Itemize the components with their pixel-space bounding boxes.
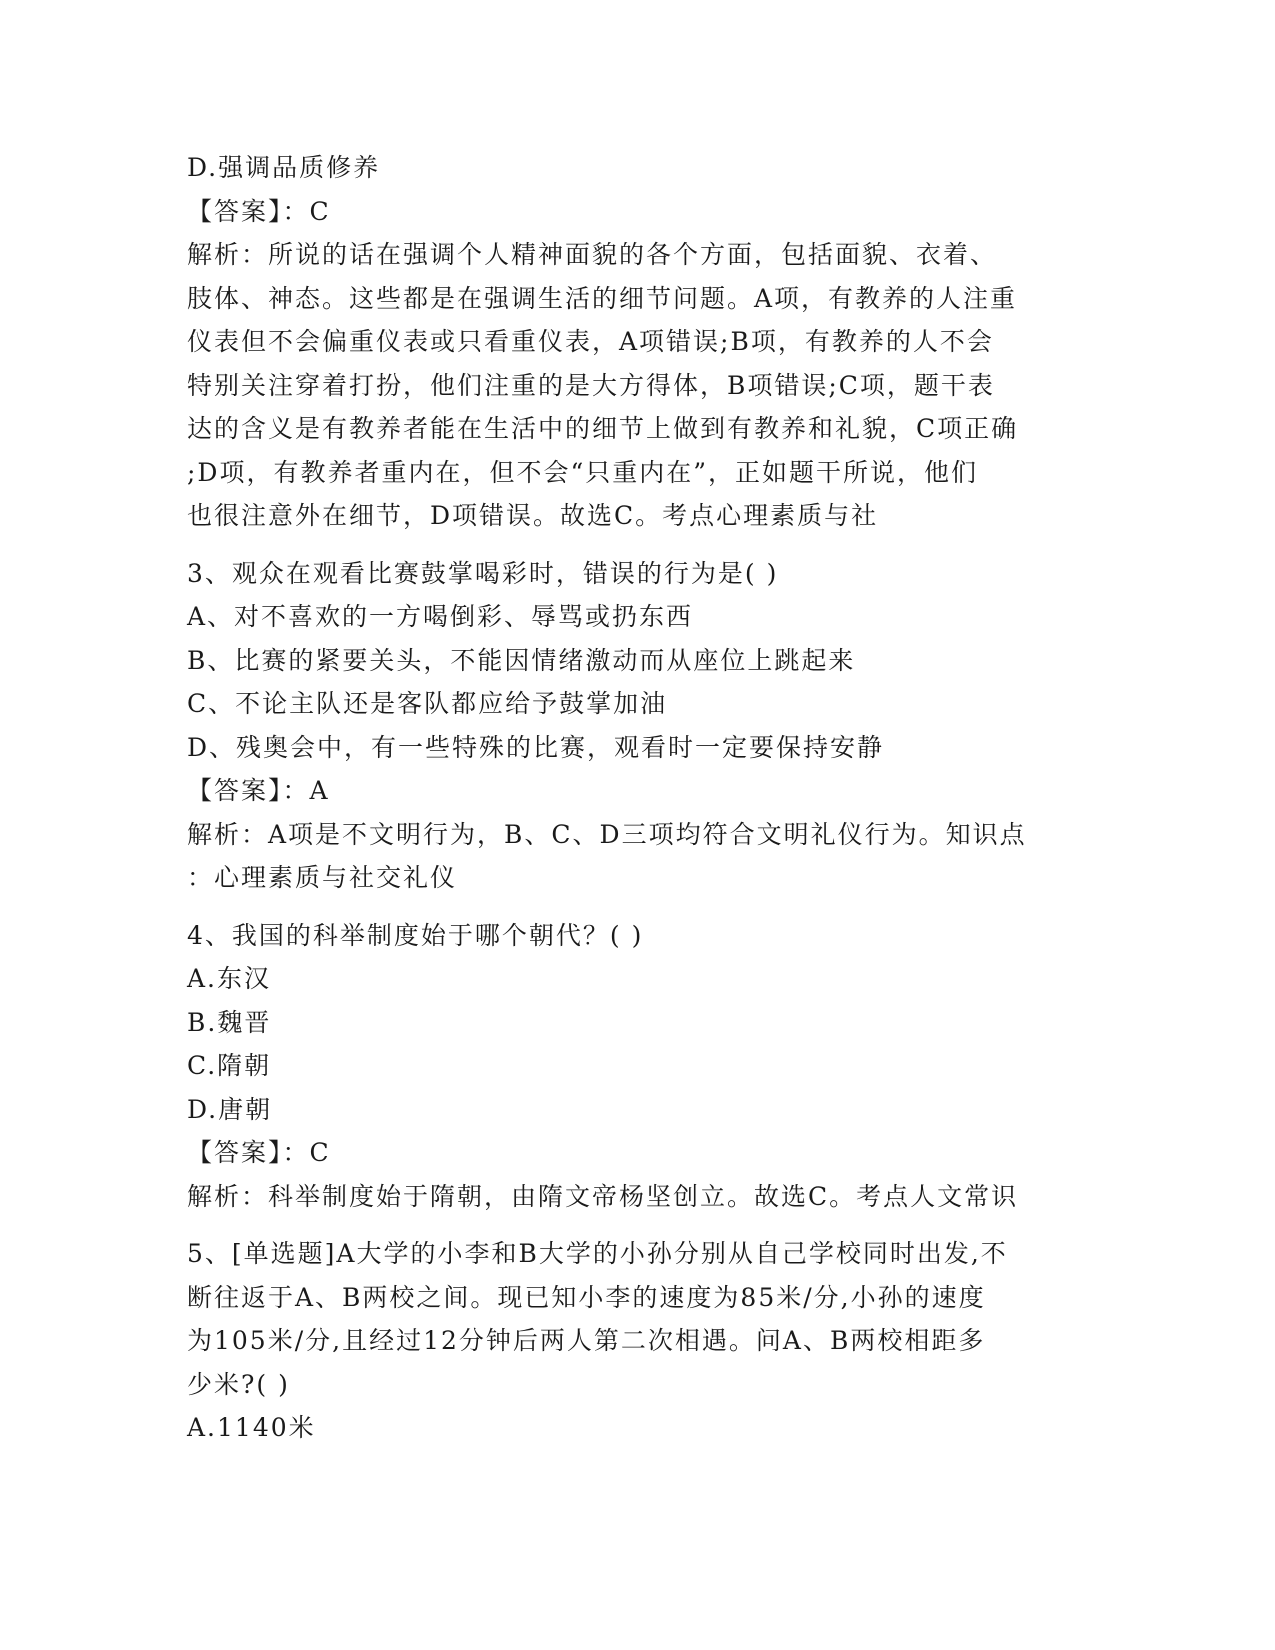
section-gap [187,900,1087,914]
question-3-section [187,552,1087,900]
q3-question: 3、观众在观看比赛鼓掌喝彩时，错误的行为是( ) [187,558,779,588]
question-4-section [187,914,1087,1219]
q3-option-a: A、对不喜欢的一方喝倒彩、辱骂或扔东西 [187,602,694,631]
q5-question-line: 为105米/分,且经过12分钟后两人第二次相遇。问A、B两校相距多 [187,1326,986,1355]
q3-option-c: C、不论主队还是客队都应给予鼓掌加油 [187,689,668,718]
q3-option-b: B、比赛的紧要关头，不能因情绪激动而从座位上跳起来 [187,645,856,675]
q2-explanation-line: ;D项，有教养者重内在，但不会“只重内在”，正如题干所说，他们 [187,457,979,487]
q4-option-c: C.隋朝 [187,1051,272,1080]
q2-answer: 【答案】：C [187,196,331,226]
q5-option-a: A.1140米 [187,1413,316,1442]
document-content [187,146,1087,1450]
section-gap [187,1218,1087,1232]
question-5-section [187,1232,1087,1450]
q2-explanation-line: 特别关注穿着打扮，他们注重的是大方得体，B项错误;C项，题干表 [187,370,995,400]
q2-explanation-line: 肢体、神态。这些都是在强调生活的细节问题。A项，有教养的人注重 [187,283,1018,313]
section-gap [187,538,1087,552]
q4-option-a: A.东汉 [187,964,272,993]
q2-explanation-line: 也很注意外在细节，D项错误。故选C。考点心理素质与社 [187,501,879,530]
q4-option-d: D.唐朝 [187,1094,273,1124]
q3-explanation-line: 解析：A项是不文明行为，B、C、D三项均符合文明礼仪行为。知识点 [187,819,1027,849]
question-2-section [187,146,1087,538]
q5-question-line: 5、[单选题]A大学的小李和B大学的小孙分别从自己学校同时出发,不 [187,1239,1008,1268]
q5-question-line: 断往返于A、B两校之间。现已知小李的速度为85米/分,小孙的速度 [187,1282,986,1312]
q5-question-line: 少米?( ) [187,1369,290,1399]
q4-question: 4、我国的科举制度始于哪个朝代？( ) [187,920,644,950]
q2-option-d: D.强调品质修养 [187,153,381,182]
q2-explanation-line: 解析：所说的话在强调个人精神面貌的各个方面，包括面貌、衣着、 [187,240,998,269]
q2-explanation [187,233,1087,538]
q3-answer: 【答案】：A [187,776,330,805]
q3-explanation-line: ：心理素质与社交礼仪 [187,863,458,892]
q2-explanation-line: 达的含义是有教养者能在生活中的细节上做到有教养和礼貌，C项正确 [187,414,1019,443]
q2-explanation-line: 仪表但不会偏重仪表或只看重仪表，A项错误;B项，有教养的人不会 [187,327,994,356]
q3-option-d: D、残奥会中，有一些特殊的比赛，观看时一定要保持安静 [187,732,885,762]
q4-explanation-line: 解析：科举制度始于隋朝，由隋文帝杨坚创立。故选C。考点人文常识 [187,1181,1019,1211]
q4-answer: 【答案】：C [187,1138,331,1167]
q4-option-b: B.魏晋 [187,1007,272,1037]
